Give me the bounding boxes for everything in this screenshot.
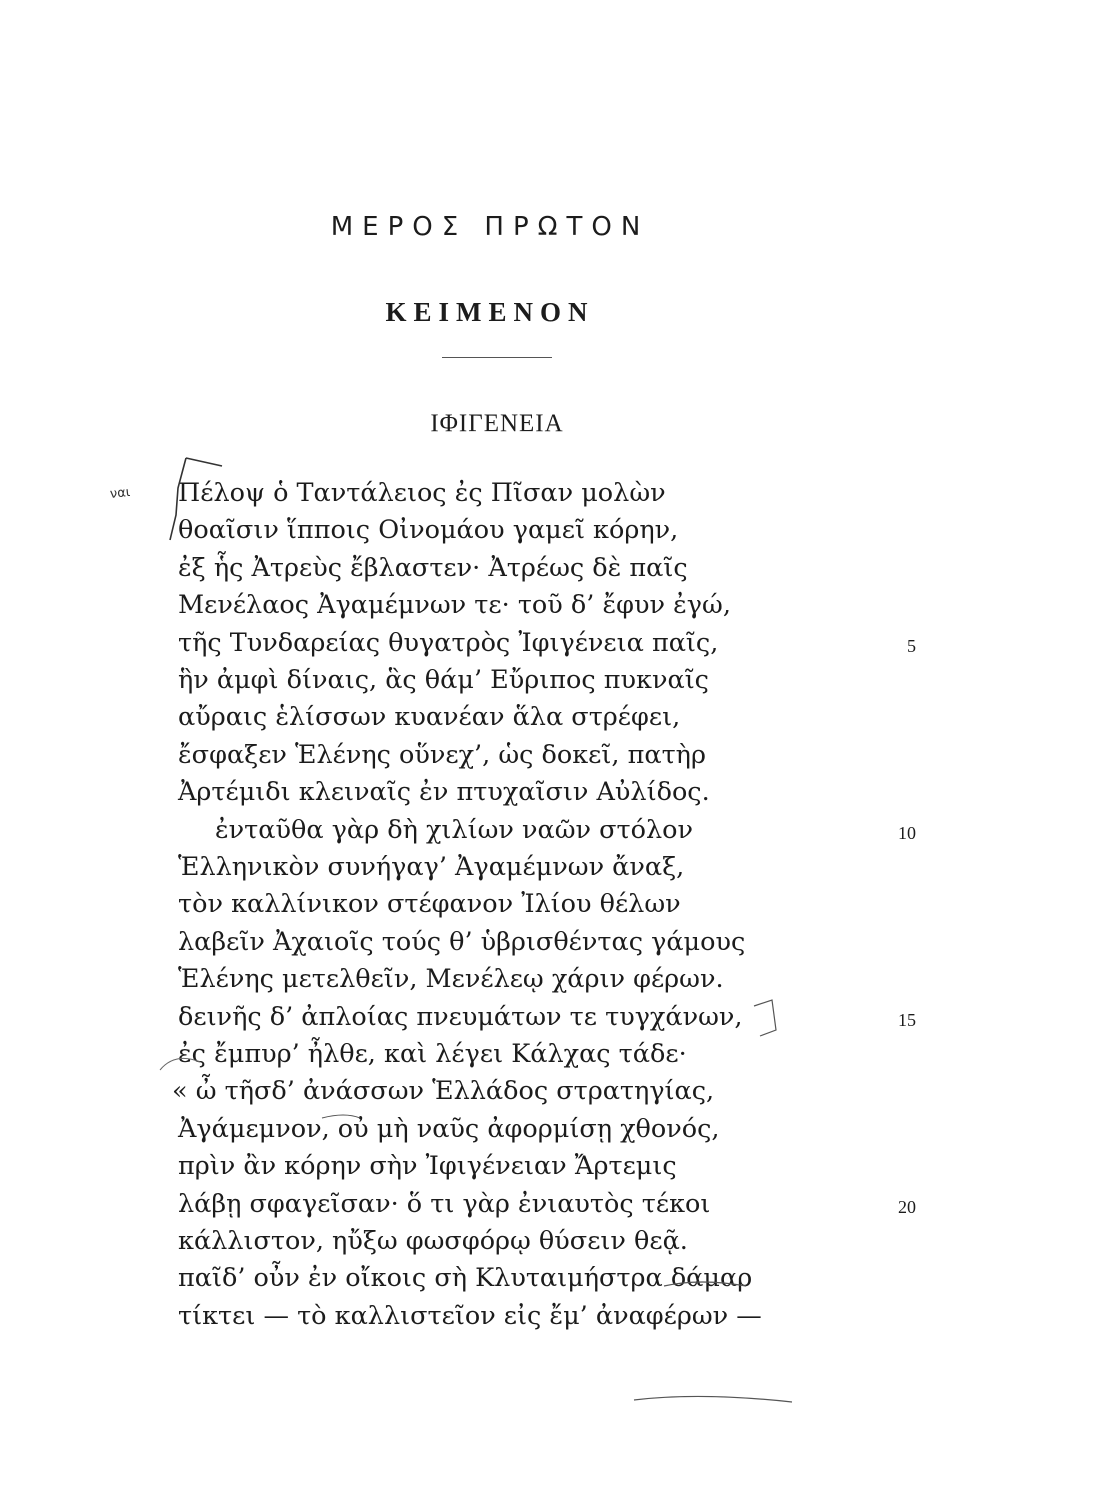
verse-line: ἐς ἔμπυρ’ ἦλθε, καὶ λέγει Κάλχας τάδε· bbox=[178, 1039, 687, 1069]
verse-line: θοαῖσιν ἵπποις Οἰνομάου γαμεῖ κόρην, bbox=[178, 515, 679, 546]
verse-line: τὸν καλλίνικον στέφανον Ἰλίου θέλων bbox=[178, 889, 681, 920]
section-title: ΜΕΡΟΣ ΠΡΩΤΟΝ bbox=[330, 212, 650, 242]
verse-line: ἣν ἀμφὶ δίναις, ἃς θάμ’ Εὔριπος πυκναῖς bbox=[178, 665, 709, 695]
verse-line: Πέλοψ ὁ Ταντάλειος ἐς Πῖσαν μολὼν bbox=[178, 478, 666, 508]
verse-line: κάλλιστον, ηὔξω φωσφόρῳ θύσειν θεᾷ. bbox=[178, 1226, 688, 1256]
verse-line: Ἀγάμεμνον, οὐ μὴ ναῦς ἀφορμίσῃ χθονός, bbox=[178, 1113, 720, 1144]
play-title: ΙΦΙΓΕΝΕΙΑ bbox=[430, 410, 564, 437]
verse-line: Ἀρτέμιδι κλειναῖς ἐν πτυχαῖσιν Αὐλίδος. bbox=[178, 777, 710, 808]
verse-line: αὔραις ἑλίσσων κυανέαν ἅλα στρέφει, bbox=[178, 702, 681, 733]
verse-line: Μενέλαος Ἀγαμέμνων τε· τοῦ δ’ ἔφυν ἐγώ, bbox=[178, 590, 731, 621]
handwritten-margin-note: ναι bbox=[109, 484, 131, 503]
verse-line: τῆς Τυνδαρείας θυγατρὸς Ἰφιγένεια παῖς, bbox=[178, 627, 719, 658]
verse-line: τίκτει — τὸ καλλιστεῖον εἰς ἔμ’ ἀναφέρων — bbox=[178, 1300, 762, 1331]
verse-line: ἔσφαξεν Ἑλένης οὕνεχ’, ὡς δοκεῖ, πατὴρ bbox=[178, 739, 706, 770]
verse-line: δεινῆς δ’ ἀπλοίας πνευμάτων τε τυγχάνων, bbox=[178, 1001, 743, 1032]
line-number: 20 bbox=[898, 1196, 916, 1217]
verse-line: « ὦ τῆσδ’ ἀνάσσων Ἑλλάδος στρατηγίας, bbox=[172, 1076, 715, 1107]
verse-line: πρὶν ἂν κόρην σὴν Ἰφιγένειαν Ἄρτεμις bbox=[178, 1151, 677, 1182]
verse-line: ἐξ ἧς Ἀτρεὺς ἔβλαστεν· Ἀτρέως δὲ παῖς bbox=[178, 552, 688, 583]
verse-line: Ἑλληνικὸν συνήγαγ’ Ἀγαμέμνων ἄναξ, bbox=[178, 852, 685, 882]
verse-line: λάβῃ σφαγεῖσαν· ὅ τι γὰρ ἐνιαυτὸς τέκοι bbox=[178, 1188, 711, 1219]
line-number: 5 bbox=[907, 635, 916, 656]
verse-line: ἐνταῦθα γὰρ δὴ χιλίων ναῶν στόλον bbox=[215, 814, 694, 845]
text-title: ΚΕΙΜΕΝΟΝ bbox=[385, 297, 595, 327]
line-number: 10 bbox=[898, 822, 916, 843]
verse-line: παῖδ’ οὖν ἐν οἴκοις σὴ Κλυταιμήστρα δάμαρ bbox=[178, 1263, 753, 1294]
verse-line: λαβεῖν Ἀχαιοῖς τούς θ’ ὑβρισθέντας γάμους bbox=[178, 926, 746, 957]
line-number: 15 bbox=[898, 1009, 916, 1030]
verse-line: Ἑλένης μετελθεῖν, Μενέλεῳ χάριν φέρων. bbox=[178, 964, 724, 995]
